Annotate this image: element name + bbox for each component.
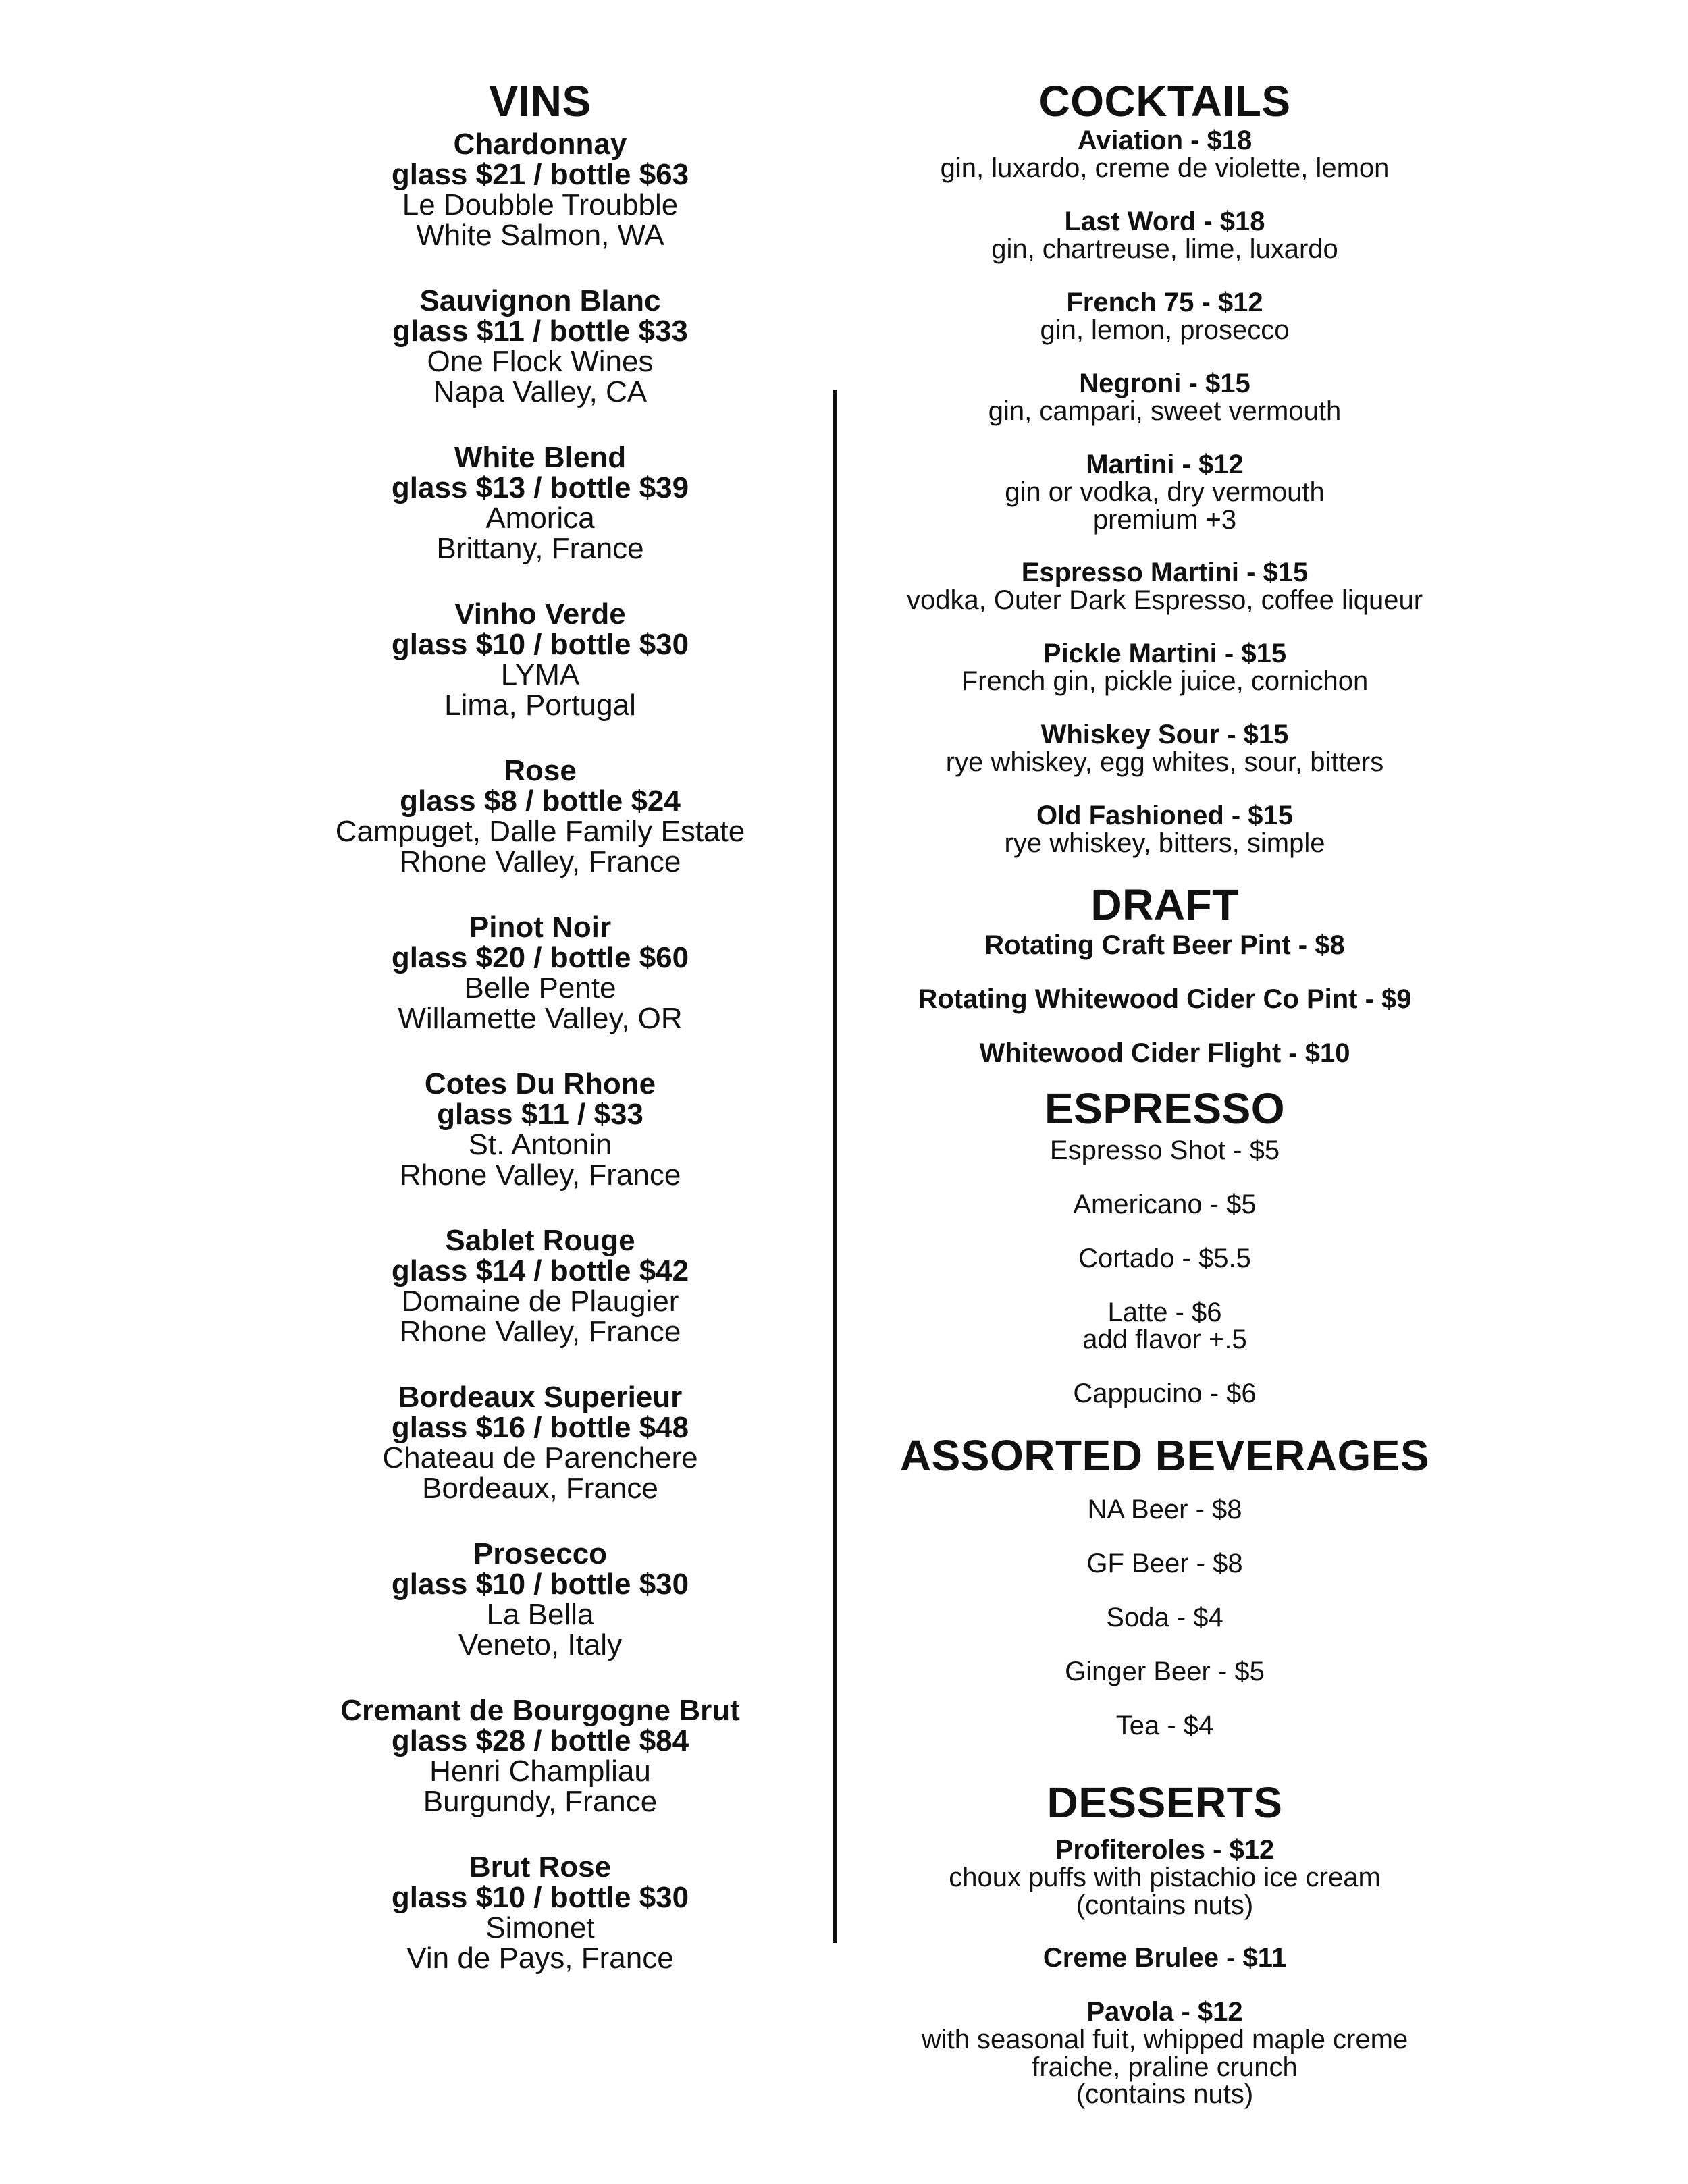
cocktail-name: Old Fashioned - $15	[1036, 801, 1294, 830]
wine-item	[290, 1850, 790, 1975]
wine-region: Veneto, Italy	[458, 1628, 623, 1661]
cocktail-item	[844, 289, 1485, 344]
vins-heading: VINS	[489, 77, 591, 126]
cocktail-name: Negroni - $15	[1079, 369, 1250, 398]
wine-item	[290, 1226, 790, 1348]
wine-name: Vinho Verde	[454, 597, 626, 631]
cocktail-item	[844, 127, 1485, 182]
wine-name: Brut Rose	[469, 1850, 612, 1884]
dessert-item	[844, 1944, 1485, 1972]
wine-region: Rhone Valley, France	[399, 1314, 681, 1348]
dessert-desc: with seasonal fuit, whipped maple creme	[921, 2024, 1408, 2054]
dessert-item	[844, 1998, 1485, 2108]
wine-producer: La Bella	[486, 1597, 594, 1631]
draft-heading: DRAFT	[1090, 880, 1239, 929]
wine-region: Vin de Pays, France	[406, 1941, 674, 1975]
beverage-item: Tea - $4	[1115, 1711, 1214, 1740]
wine-price: glass $21 / bottle $63	[391, 157, 689, 191]
cocktail-item	[844, 559, 1485, 614]
cocktail-desc: vodka, Outer Dark Espresso, coffee liqueur	[906, 585, 1423, 615]
cocktails-heading: COCKTAILS	[1038, 77, 1291, 126]
wine-region: Napa Valley, CA	[433, 375, 648, 408]
espresso-item: Cappucino - $6	[1073, 1379, 1257, 1408]
dessert-desc: choux puffs with pistachio ice cream	[949, 1862, 1381, 1892]
wine-item	[290, 1383, 790, 1504]
wine-price: glass $11 / $33	[437, 1097, 643, 1131]
cocktail-name: Martini - $12	[1086, 450, 1244, 479]
cocktail-desc: gin, luxardo, creme de violette, lemon	[940, 153, 1390, 183]
wine-name: Cotes Du Rhone	[424, 1067, 656, 1100]
wine-item	[290, 1696, 790, 1817]
dessert-desc-line2: fraiche, praline crunch	[1032, 2052, 1298, 2082]
espresso-heading: ESPRESSO	[1044, 1084, 1286, 1133]
wine-producer: St. Antonin	[468, 1127, 612, 1161]
wine-price: glass $16 / bottle $48	[391, 1410, 689, 1444]
wine-price: glass $11 / bottle $33	[392, 314, 688, 348]
wine-name: White Blend	[454, 441, 627, 474]
espresso-item: Latte - $6	[1107, 1298, 1222, 1327]
cocktail-desc: gin, campari, sweet vermouth	[988, 396, 1342, 426]
wine-item	[290, 443, 790, 564]
dessert-note: (contains nuts)	[1076, 1890, 1254, 1920]
beverage-item: Ginger Beer - $5	[1065, 1657, 1265, 1686]
wine-producer: Simonet	[485, 1911, 595, 1944]
wine-producer: Henri Champliau	[429, 1754, 651, 1788]
beverages-heading: ASSORTED BEVERAGES	[899, 1431, 1430, 1480]
draft-item: Whitewood Cider Flight - $10	[979, 1038, 1350, 1068]
wine-region: Brittany, France	[436, 531, 644, 565]
wine-price: glass $20 / bottle $60	[391, 940, 689, 974]
wine-item	[290, 286, 790, 408]
dessert-note: (contains nuts)	[1076, 2079, 1254, 2110]
cocktail-item	[844, 208, 1485, 263]
cocktail-name: French 75 - $12	[1066, 288, 1263, 317]
wine-region: Burgundy, France	[423, 1784, 658, 1818]
wine-name: Chardonnay	[453, 128, 627, 161]
cocktail-item	[844, 721, 1485, 776]
dessert-name: Pavola - $12	[1086, 1997, 1243, 2027]
cocktail-item	[844, 802, 1485, 857]
column-divider	[833, 390, 837, 1943]
cocktail-item	[844, 370, 1485, 425]
wine-producer: One Flock Wines	[427, 344, 654, 378]
wine-region: Bordeaux, France	[422, 1471, 658, 1505]
wine-item	[290, 597, 790, 722]
wine-price: glass $10 / bottle $30	[391, 1567, 689, 1601]
cocktail-name: Pickle Martini - $15	[1043, 639, 1287, 668]
dessert-name: Creme Brulee - $11	[1043, 1943, 1287, 1973]
beverage-item: NA Beer - $8	[1087, 1495, 1242, 1524]
espresso-note: add flavor +.5	[1082, 1325, 1247, 1354]
wine-producer: LYMA	[500, 658, 580, 691]
cocktail-desc: French gin, pickle juice, cornichon	[961, 666, 1369, 696]
beverage-item: Soda - $4	[1106, 1603, 1223, 1632]
desserts-heading: DESSERTS	[1047, 1778, 1283, 1827]
wine-producer: Chateau de Parenchere	[382, 1441, 698, 1474]
wine-price: glass $10 / bottle $30	[391, 1880, 689, 1914]
espresso-item: Espresso Shot - $5	[1049, 1136, 1280, 1165]
wine-item	[290, 130, 790, 251]
wine-region: Rhone Valley, France	[399, 1158, 681, 1192]
cocktail-name: Espresso Martini - $15	[1021, 558, 1309, 587]
wine-item	[290, 756, 790, 878]
wine-region: Willamette Valley, OR	[398, 1001, 683, 1035]
wine-region: White Salmon, WA	[416, 218, 664, 252]
wine-name: Prosecco	[473, 1537, 608, 1570]
cocktail-desc: gin, lemon, prosecco	[1040, 315, 1290, 345]
wine-item	[290, 913, 790, 1034]
wine-name: Bordeaux Superieur	[398, 1381, 683, 1414]
wine-producer: Belle Pente	[464, 971, 616, 1005]
cocktail-name: Aviation - $18	[1077, 126, 1252, 155]
dessert-name: Profiteroles - $12	[1055, 1835, 1275, 1865]
wine-item	[290, 1069, 790, 1191]
wine-producer: Le Doubble Troubble	[402, 188, 679, 221]
wine-producer: Amorica	[485, 501, 595, 535]
cocktail-name: Last Word - $18	[1064, 207, 1265, 236]
wine-name: Sauvignon Blanc	[419, 284, 661, 317]
cocktail-desc: gin or vodka, dry vermouth	[1005, 477, 1325, 507]
dessert-item	[844, 1836, 1485, 1919]
wine-name: Pinot Noir	[469, 911, 612, 944]
draft-item: Rotating Whitewood Cider Co Pint - $9	[918, 984, 1412, 1014]
wine-price: glass $8 / bottle $24	[400, 784, 681, 818]
wine-price: glass $13 / bottle $39	[391, 471, 689, 504]
cocktail-desc: rye whiskey, egg whites, sour, bitters	[945, 747, 1384, 777]
wine-price: glass $28 / bottle $84	[391, 1724, 689, 1757]
wine-name: Cremant de Bourgogne Brut	[340, 1694, 740, 1727]
espresso-item: Americano - $5	[1073, 1190, 1257, 1219]
wine-region: Rhone Valley, France	[399, 845, 681, 878]
wine-price: glass $14 / bottle $42	[391, 1254, 689, 1287]
wine-producer: Domaine de Plaugier	[401, 1284, 679, 1318]
beverage-item: GF Beer - $8	[1086, 1549, 1243, 1578]
cocktail-item	[844, 451, 1485, 533]
wine-name: Rose	[504, 754, 577, 787]
wine-producer: Campuget, Dalle Family Estate	[335, 814, 745, 848]
draft-item: Rotating Craft Beer Pint - $8	[984, 930, 1345, 960]
cocktail-name: Whiskey Sour - $15	[1040, 720, 1289, 749]
espresso-item: Cortado - $5.5	[1078, 1244, 1251, 1273]
cocktail-note: premium +3	[1092, 504, 1237, 535]
wine-item	[290, 1539, 790, 1661]
cocktail-item	[844, 640, 1485, 695]
wine-price: glass $10 / bottle $30	[391, 627, 689, 661]
cocktail-desc: rye whiskey, bitters, simple	[1004, 828, 1325, 858]
wine-region: Lima, Portugal	[444, 688, 636, 722]
cocktail-desc: gin, chartreuse, lime, luxardo	[991, 234, 1338, 264]
wine-name: Sablet Rouge	[445, 1224, 635, 1257]
